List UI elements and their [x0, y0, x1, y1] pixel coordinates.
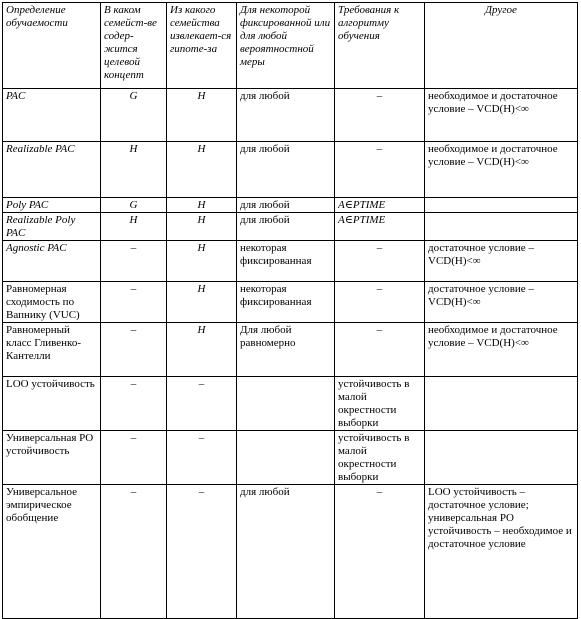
- definition-cell: LOO устойчивость: [3, 377, 101, 431]
- concept-family-cell: H: [101, 213, 167, 241]
- measure-cell: [237, 431, 335, 485]
- hypothesis-family-cell: H: [167, 241, 237, 282]
- concept-family-cell: –: [101, 282, 167, 323]
- concept-family-cell: –: [101, 485, 167, 619]
- measure-cell: для любой: [237, 213, 335, 241]
- definition-cell: Realizable Poly PAC: [3, 213, 101, 241]
- other-cell: необходимое и достаточное условие – VCD(H)<∞: [425, 142, 578, 198]
- hypothesis-family-cell: H: [167, 282, 237, 323]
- concept-family-cell: –: [101, 241, 167, 282]
- hypothesis-family-cell: H: [167, 198, 237, 213]
- algorithm-requirements-cell: A∈PTIME: [335, 213, 425, 241]
- concept-family-cell: H: [101, 142, 167, 198]
- other-cell: [425, 213, 578, 241]
- other-cell: необходимое и достаточное условие – VCD(H)<∞: [425, 323, 578, 377]
- table-row: [3, 142, 578, 198]
- definition-cell: Равномерный класс Гливенко-Кантелли: [3, 323, 101, 377]
- measure-cell: для любой: [237, 485, 335, 619]
- algorithm-requirements-cell: –: [335, 142, 425, 198]
- header-other: Другое: [425, 3, 578, 89]
- other-cell: [425, 431, 578, 485]
- measure-cell: некоторая фиксированная: [237, 241, 335, 282]
- hypothesis-family-cell: H: [167, 213, 237, 241]
- table-row: [3, 282, 578, 323]
- algorithm-requirements-cell: –: [335, 323, 425, 377]
- algorithm-requirements-cell: A∈PTIME: [335, 198, 425, 213]
- other-cell: LOO устойчивость – достаточное условие; универсальная PO устойчивость – необходимое и достаточное условие: [425, 485, 578, 619]
- hypothesis-family-cell: H: [167, 323, 237, 377]
- algorithm-requirements-cell: –: [335, 282, 425, 323]
- definition-cell: Равномерная сходимость по Вапнику (VUC): [3, 282, 101, 323]
- header-definition: Определение обучаемости: [3, 3, 101, 89]
- other-cell: необходимое и достаточное условие – VCD(H)<∞: [425, 89, 578, 142]
- table-row: [3, 198, 578, 213]
- algorithm-requirements-cell: –: [335, 241, 425, 282]
- table-row: [3, 377, 578, 431]
- header-concept-family: В каком семейст-ве содер-жится целевой концепт: [101, 3, 167, 89]
- measure-cell: для любой: [237, 142, 335, 198]
- table-row: [3, 485, 578, 619]
- definition-cell: Agnostic PAC: [3, 241, 101, 282]
- measure-cell: для любой: [237, 198, 335, 213]
- concept-family-cell: G: [101, 198, 167, 213]
- table-row: [3, 213, 578, 241]
- table-row: [3, 323, 578, 377]
- measure-cell: некоторая фиксированная: [237, 282, 335, 323]
- table-row: [3, 241, 578, 282]
- concept-family-cell: G: [101, 89, 167, 142]
- header-algorithm-requirements: Требования к алгоритму обучения: [335, 3, 425, 89]
- other-cell: [425, 377, 578, 431]
- other-cell: достаточное условие – VCD(H)<∞: [425, 282, 578, 323]
- header-row: [3, 3, 578, 89]
- table-row: [3, 431, 578, 485]
- measure-cell: Для любой равномерно: [237, 323, 335, 377]
- definition-cell: PAC: [3, 89, 101, 142]
- header-measure: Для некоторой фиксированной или для любой вероятностной меры: [237, 3, 335, 89]
- learnability-definitions-table: [2, 2, 578, 619]
- definition-cell: Универсальное эмпирическое обобщение: [3, 485, 101, 619]
- hypothesis-family-cell: H: [167, 89, 237, 142]
- algorithm-requirements-cell: устойчивость в малой окрестности выборки: [335, 431, 425, 485]
- header-hypothesis-family: Из какого семейства извлекает-ся гипоте-за: [167, 3, 237, 89]
- algorithm-requirements-cell: –: [335, 485, 425, 619]
- measure-cell: для любой: [237, 89, 335, 142]
- algorithm-requirements-cell: устойчивость в малой окрестности выборки: [335, 377, 425, 431]
- hypothesis-family-cell: H: [167, 142, 237, 198]
- measure-cell: [237, 377, 335, 431]
- concept-family-cell: –: [101, 431, 167, 485]
- hypothesis-family-cell: –: [167, 485, 237, 619]
- other-cell: достаточное условие – VCD(H)<∞: [425, 241, 578, 282]
- table-row: [3, 89, 578, 142]
- definition-cell: Realizable PAC: [3, 142, 101, 198]
- hypothesis-family-cell: –: [167, 377, 237, 431]
- hypothesis-family-cell: –: [167, 431, 237, 485]
- concept-family-cell: –: [101, 377, 167, 431]
- algorithm-requirements-cell: –: [335, 89, 425, 142]
- other-cell: [425, 198, 578, 213]
- concept-family-cell: –: [101, 323, 167, 377]
- definition-cell: Poly PAC: [3, 198, 101, 213]
- definition-cell: Универсальная PO устойчивость: [3, 431, 101, 485]
